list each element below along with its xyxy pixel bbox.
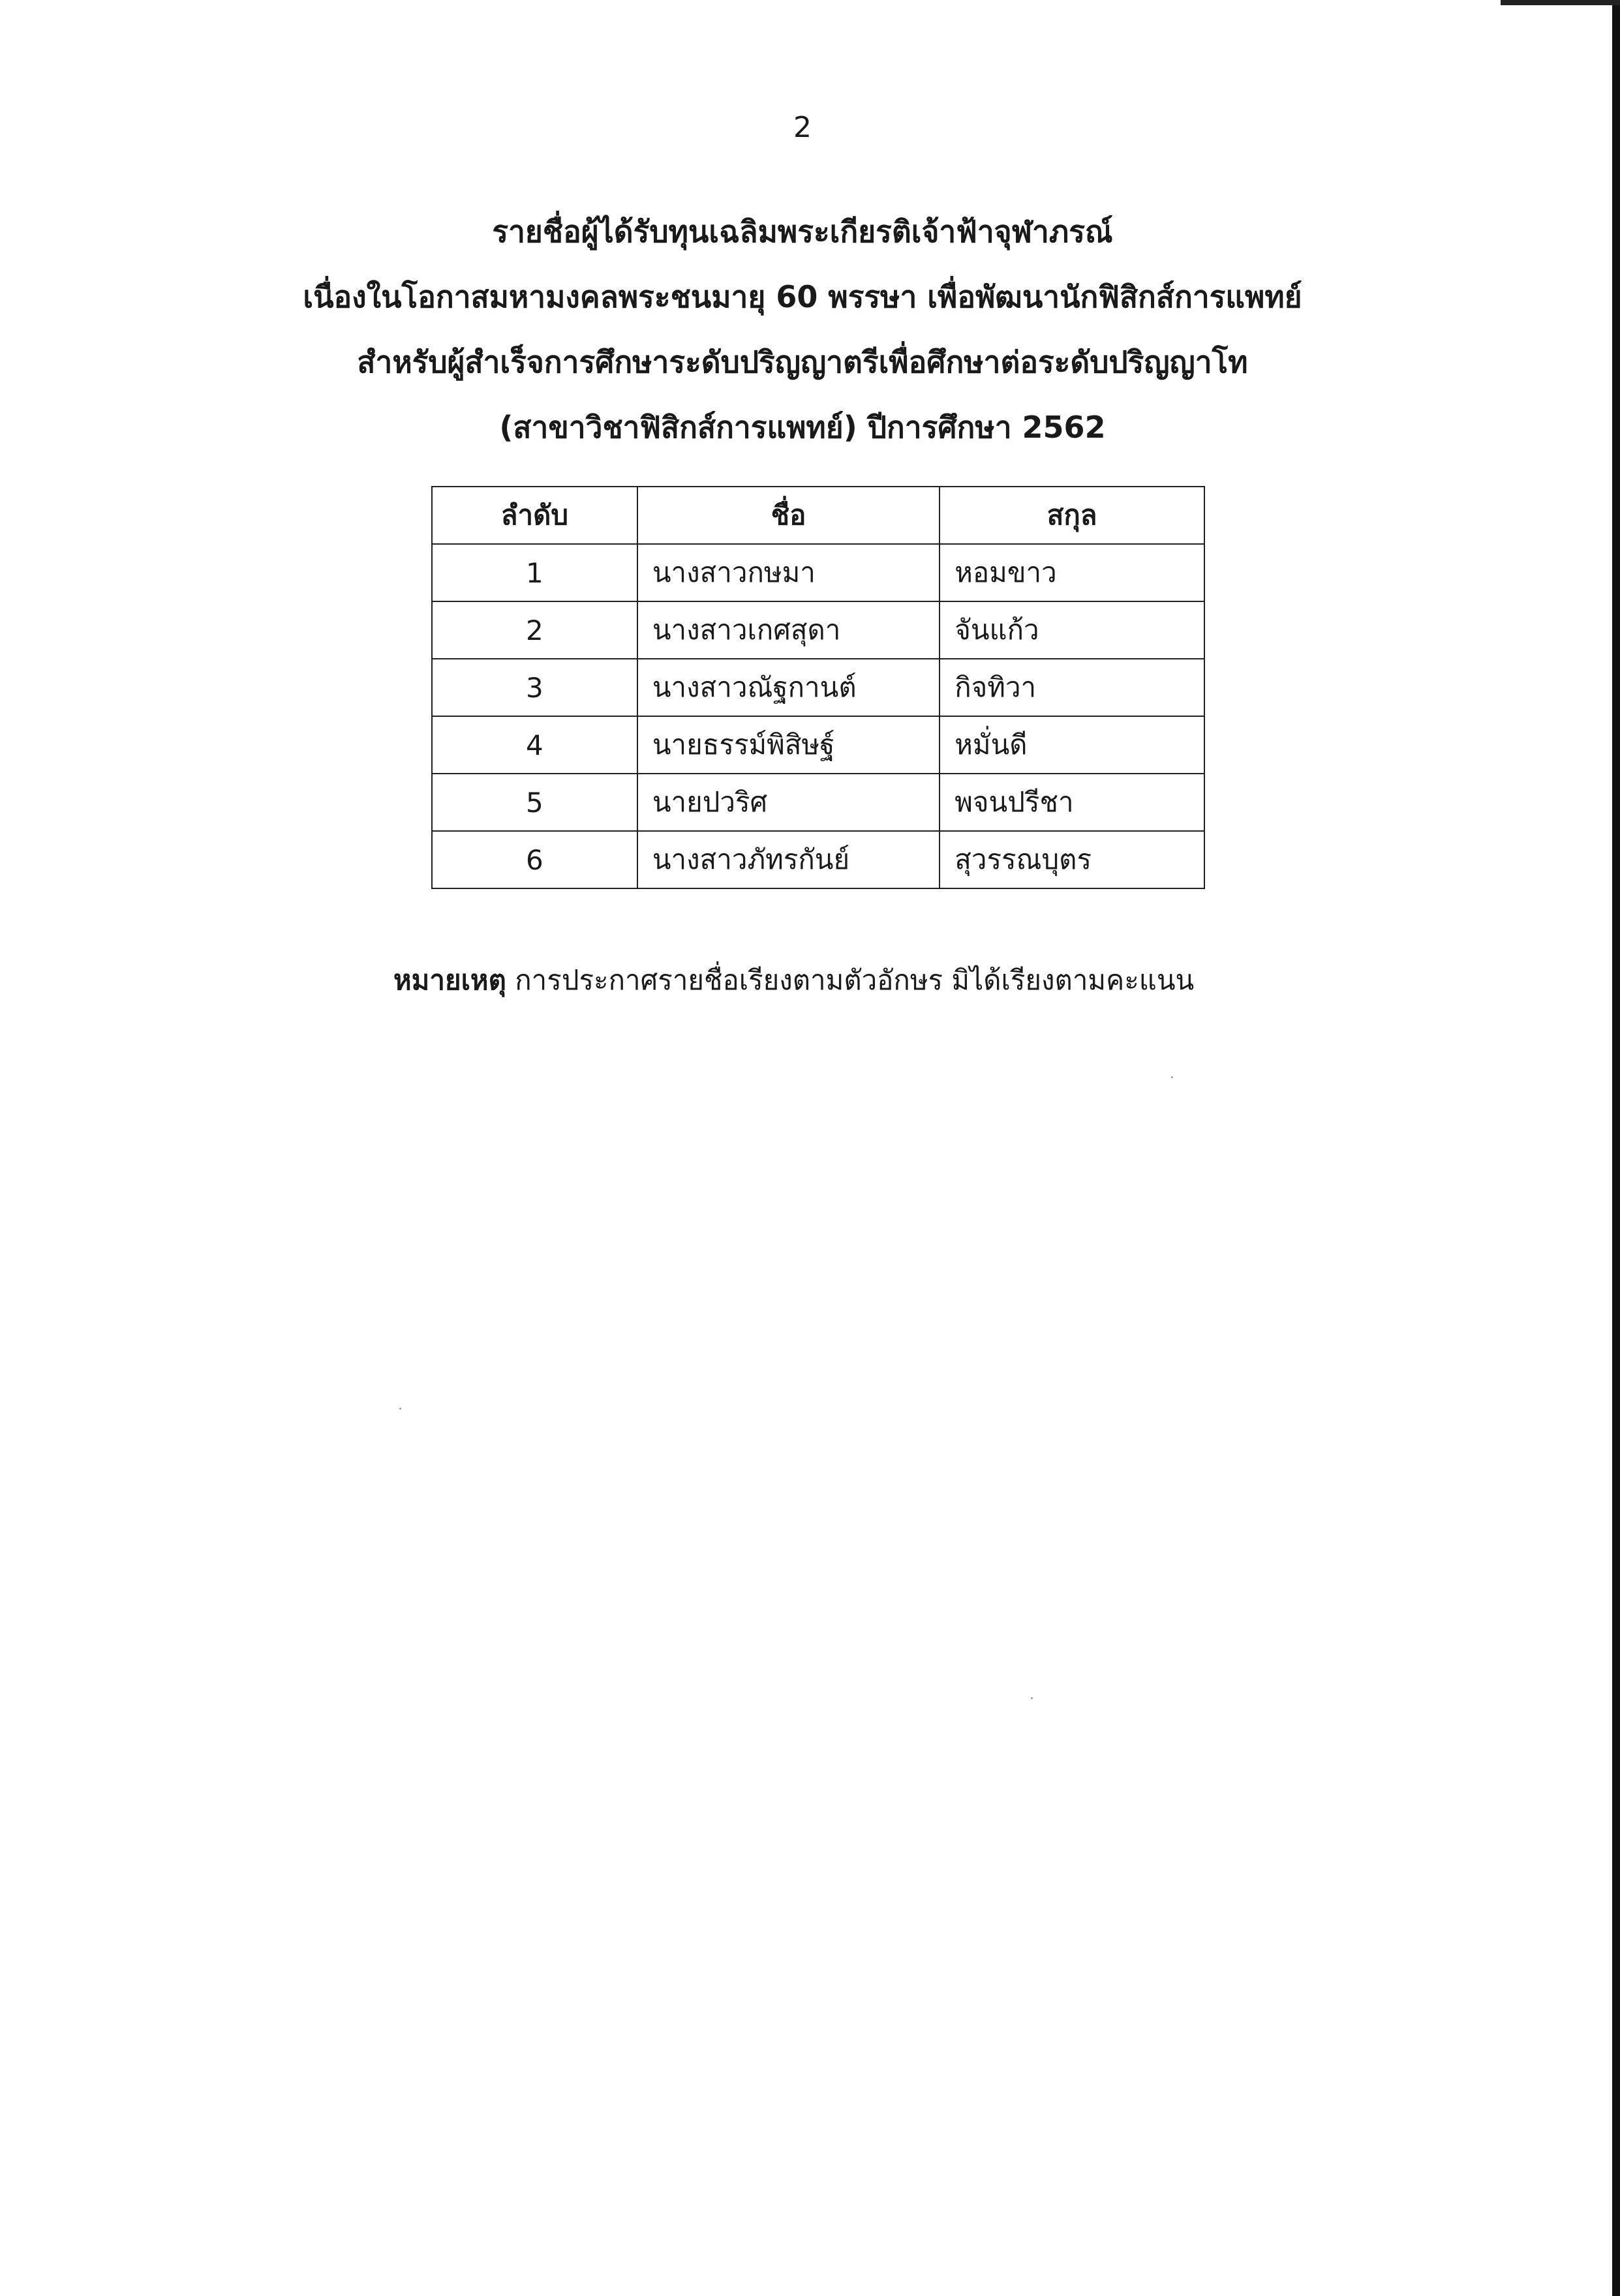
table-row	[432, 659, 1204, 716]
header-surname: สกุล	[940, 487, 1204, 544]
title-line-4: (สาขาวิชาฟิสิกส์การแพทย์) ปีการศึกษา 2562	[499, 410, 1106, 445]
header-order: ลำดับ	[432, 487, 637, 544]
row-surname: จันแก้ว	[940, 601, 1204, 659]
scan-speck	[1171, 1076, 1173, 1078]
row-order: 2	[432, 601, 637, 659]
row-name: นางสาวภัทรกันย์	[637, 831, 940, 888]
document-title	[0, 199, 1605, 460]
table-row	[432, 831, 1204, 888]
footnote-text: การประกาศรายชื่อเรียงตามตัวอักษร มิได้เรียงตามคะแนน	[506, 964, 1195, 996]
recipients-table	[431, 486, 1205, 889]
row-surname: กิจทิวา	[940, 659, 1204, 716]
table-row	[432, 774, 1204, 831]
scan-border	[1612, 0, 1620, 2296]
row-surname: พจนปรีชา	[940, 774, 1204, 831]
footnote-label: หมายเหตุ	[393, 964, 506, 996]
row-name: นางสาวณัฐกานต์	[637, 659, 940, 716]
row-surname: สุวรรณบุตร	[940, 831, 1204, 888]
page-number: 2	[793, 111, 812, 144]
scan-border-top	[1501, 0, 1620, 5]
title-line-1: รายชื่อผู้ได้รับทุนเฉลิมพระเกียรติเจ้าฟ้าจุฬาภรณ์	[492, 214, 1113, 249]
table-header-row	[432, 487, 1204, 544]
table-row	[432, 544, 1204, 601]
row-order: 4	[432, 716, 637, 774]
scan-speck	[1031, 1697, 1033, 1699]
title-line-3: สำหรับผู้สำเร็จการศึกษาระดับปริญญาตรีเพื่อศึกษาต่อระดับปริญญาโท	[357, 344, 1248, 380]
row-surname: หอมขาว	[940, 544, 1204, 601]
row-order: 3	[432, 659, 637, 716]
header-name: ชื่อ	[637, 487, 940, 544]
table-row	[432, 716, 1204, 774]
row-name: นายปวริศ	[637, 774, 940, 831]
row-order: 1	[432, 544, 637, 601]
row-surname: หมั่นดี	[940, 716, 1204, 774]
row-name: นางสาวกษมา	[637, 544, 940, 601]
row-order: 6	[432, 831, 637, 888]
table-row	[432, 601, 1204, 659]
footnote	[393, 959, 1194, 1002]
row-name: นายธรรม์พิสิษฐ์	[637, 716, 940, 774]
row-name: นางสาวเกศสุดา	[637, 601, 940, 659]
scan-speck	[399, 1408, 401, 1410]
title-line-2: เนื่องในโอกาสมหามงคลพระชนมายุ 60 พรรษา เพื่อพัฒนานักฟิสิกส์การแพทย์	[303, 279, 1302, 314]
row-order: 5	[432, 774, 637, 831]
